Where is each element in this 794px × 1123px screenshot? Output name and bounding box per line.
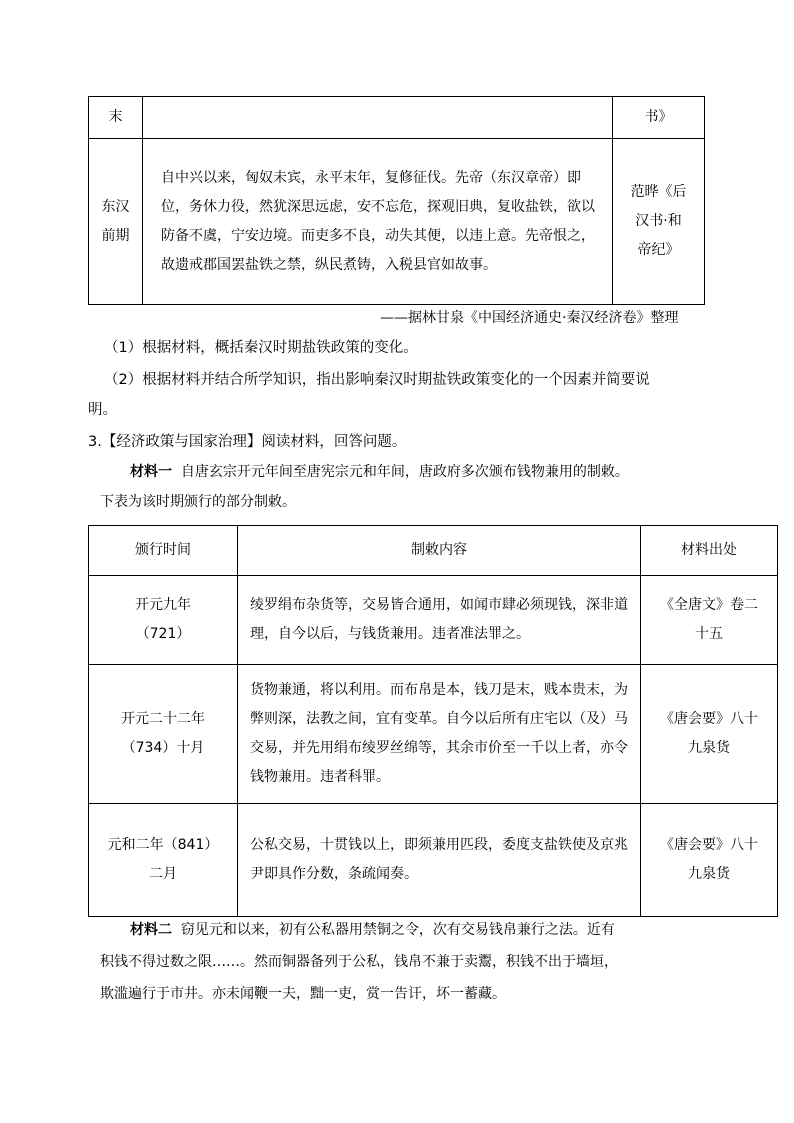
source-line: 汉书·和 — [635, 213, 682, 229]
time-line: （721） — [135, 626, 191, 642]
time-line: 元和二年（841） — [107, 837, 219, 853]
source-line: 九泉货 — [688, 740, 730, 756]
question-2-line-2: 明。 — [88, 402, 117, 418]
source-text: 书》 — [644, 109, 673, 125]
time-cell — [89, 665, 238, 804]
time-cell — [89, 576, 238, 665]
header-text: 颁行时间 — [135, 542, 191, 558]
policy-table-qin-han — [88, 96, 705, 305]
source-line: 十五 — [695, 626, 723, 642]
time-line: 开元九年 — [135, 597, 191, 613]
time-line: （734）十月 — [121, 740, 205, 756]
material-1-label: 材料一 — [130, 464, 172, 480]
header-content — [238, 526, 641, 576]
content-cell — [143, 139, 613, 305]
material-2-text: 窃见元和以来，初有公私器用禁铜之令，次有交易钱帛兼行之法。近有 — [180, 922, 615, 938]
material-2-line-2: 积钱不得过数之限……。然而铜器备列于公私，钱帛不兼于卖鬻，积钱不出于墙垣， — [100, 954, 618, 970]
question-1: （1）根据材料，概括秦汉时期盐铁政策的变化。 — [104, 340, 418, 356]
material-1-line-1 — [130, 462, 629, 482]
citation: ——据林甘泉《中国经济通史·秦汉经济卷》整理 — [380, 310, 679, 326]
time-cell — [89, 804, 238, 917]
decree-table-tang — [88, 525, 778, 917]
source-line: 帝纪》 — [637, 242, 680, 258]
table-row — [89, 576, 778, 665]
content-text: 货物兼通，将以利用。而布帛是本，钱刀是末，贱本贵末，为弊则深，法教之间，宜有变革。自今以后所有庄宅以（及）马交易，并先用绢布绫罗丝绵等，其余市价至一千以上者，亦令钱物兼用。违者科罪。 — [250, 682, 628, 785]
material-1-line-2: 下表为该时期颁行的部分制敕。 — [100, 494, 296, 510]
header-text: 制敕内容 — [411, 542, 467, 558]
source-cell — [641, 804, 778, 917]
table-row — [89, 804, 778, 917]
content-text: 绫罗绢布杂货等，交易皆合通用，如闻市肆必须现钱，深非道理，自今以后，与钱货兼用。违者准法罪之。 — [250, 597, 628, 642]
source-cell — [613, 139, 705, 305]
source-cell — [641, 665, 778, 804]
period-line: 前期 — [101, 227, 130, 244]
content-text: 自中兴以来，匈奴未宾，永平末年，复修征伐。先帝（东汉章帝）即位，务休力役，然犹深思远虑，安不忘危，探观旧典，复收盐铁，欲以防备不虞，宁安边境。而吏多不良，动失其便，以违上意。先帝恨之，故遗戒郡国罢盐铁之禁，纵民煮铸，入税县官如故事。 — [161, 169, 595, 273]
period-line: 东汉 — [101, 198, 130, 215]
source-line: 九泉货 — [688, 866, 730, 882]
material-1-text: 自唐玄宗开元年间至唐宪宗元和年间，唐政府多次颁布钱物兼用的制敕。 — [180, 464, 629, 480]
source-cell — [641, 576, 778, 665]
period-text: 末 — [108, 109, 123, 125]
source-cell — [613, 97, 705, 139]
time-line: 二月 — [149, 866, 177, 882]
header-source — [641, 526, 778, 576]
source-line: 《全唐文》卷二 — [660, 597, 758, 613]
material-2-line-1 — [130, 920, 615, 940]
material-2-label: 材料二 — [130, 922, 172, 938]
header-time — [89, 526, 238, 576]
content-cell — [238, 576, 641, 665]
source-line: 《唐会要》八十 — [660, 711, 758, 727]
table-row — [89, 665, 778, 804]
source-line: 范晔《后 — [630, 184, 687, 200]
source-line: 《唐会要》八十 — [660, 837, 758, 853]
content-cell — [143, 97, 613, 139]
period-cell — [89, 139, 143, 305]
time-line: 开元二十二年 — [121, 711, 205, 727]
content-text: 公私交易，十贯钱以上，即须兼用匹段，委度支盐铁使及京兆尹即具作分数，条疏闻奏。 — [250, 837, 628, 882]
content-cell — [238, 665, 641, 804]
header-text: 材料出处 — [681, 542, 737, 558]
material-2-line-3: 欺滥遍行于市井。亦未闻鞭一夫，黜一吏，赏一告讦，坏一蓄藏。 — [100, 986, 506, 1002]
section-3-heading: 3.【经济政策与国家治理】阅读材料，回答问题。 — [88, 434, 407, 450]
period-cell — [89, 97, 143, 139]
content-cell — [238, 804, 641, 917]
question-2-line-1: （2）根据材料并结合所学知识，指出影响秦汉时期盐铁政策变化的一个因素并简要说 — [104, 372, 650, 388]
